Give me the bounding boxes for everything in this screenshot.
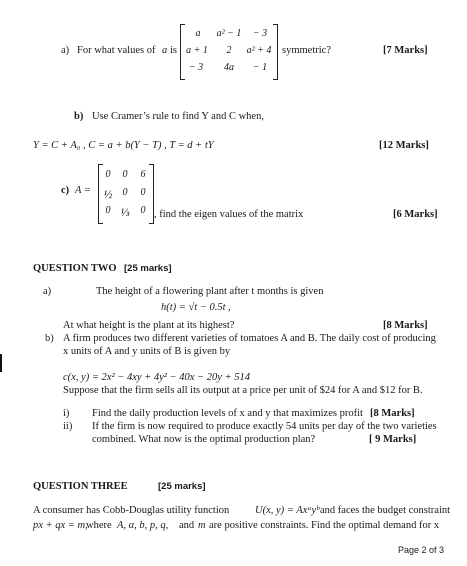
page-number: Page 2 of 3: [398, 545, 445, 555]
matrix-c-cell: 0: [105, 169, 111, 180]
margin-mark: [0, 354, 2, 372]
part-c-text: , find the eigen values of the matrix: [154, 209, 304, 220]
q2-ii-marks: [ 9 Marks]: [369, 434, 417, 445]
part-a-var: a: [162, 45, 168, 56]
q3-line1-a: A consumer has Cobb-Douglas utility function: [33, 505, 230, 516]
q3-marks-heading: [25 marks]: [158, 481, 206, 492]
matrix-c-cell: 0: [140, 187, 146, 198]
matrix-c-cell: 0: [140, 205, 146, 216]
q2-a-question: At what height is the plant at its highest?: [63, 320, 235, 331]
matrix-a-cell: − 3: [252, 28, 268, 39]
part-c-lhs: A =: [75, 185, 91, 196]
matrix-a-cell: − 1: [252, 62, 268, 73]
part-a-marks: [7 Marks]: [383, 45, 428, 56]
part-b-text: Use Cramer’s rule to find Y and C when,: [92, 111, 264, 122]
q2-ii-line2: combined. What now is the optimal production plan?: [92, 434, 316, 445]
matrix-a-cell: a² + 4: [246, 45, 272, 56]
part-b-marks: [12 Marks]: [379, 140, 429, 151]
q2-ii-label: ii): [63, 421, 73, 432]
q3-line1-formula: U(x, y) = Axᵃyᵇ: [255, 505, 320, 516]
matrix-c-cell: 0: [122, 169, 128, 180]
matrix-c: [98, 164, 154, 224]
matrix-a-cell: a: [195, 28, 201, 39]
q2-heading: QUESTION TWO: [33, 263, 117, 274]
matrix-c-cell: 0: [122, 187, 128, 198]
q2-marks-heading: [25 marks]: [124, 263, 172, 274]
part-a-prefix: For what values of: [77, 45, 156, 56]
q2-b-line1: A firm produces two different varieties of tomatoes A and B. The daily cost of producing: [63, 333, 436, 344]
matrix-a: [180, 24, 278, 80]
q2-a-text: The height of a flowering plant after t months is given: [96, 286, 324, 297]
q3-line2-c: are positive constraints. Find the optimal demand for x: [209, 520, 440, 531]
matrix-a-cell: − 3: [188, 62, 204, 73]
q2-a-formula: h(t) = √t − 0.5t ,: [161, 302, 231, 313]
q2-b-formula: c(x, y) = 2x² − 4xy + 4y² − 40x − 20y + 514: [63, 372, 250, 383]
matrix-c-cell: 0: [105, 205, 111, 216]
matrix-a-cell: a² − 1: [216, 28, 242, 39]
part-b-label: b): [74, 111, 84, 122]
q3-line2-vars: A, α, b, p, q,: [117, 520, 169, 531]
q3-line1-b: and faces the budget constraint: [320, 505, 451, 516]
matrix-a-cell: a + 1: [186, 45, 208, 56]
matrix-c-cell: 6: [140, 169, 146, 180]
q3-heading: QUESTION THREE: [33, 481, 128, 492]
part-b-equation: Y = C + A₀ , C = a + b(Y − T) , T = d + tY: [33, 140, 214, 151]
matrix-c-cell: ½: [103, 187, 113, 201]
q2-b-line2: x units of A and y units of B is given by: [63, 346, 231, 357]
q2-ii-line1: If the firm is now required to produce exactly 54 units per day of the two varieties: [92, 421, 437, 432]
matrix-c-cell: ⅓: [120, 205, 130, 219]
q2-b-label: b): [45, 333, 54, 344]
q3-line2-m: m: [198, 520, 206, 531]
part-a-label: a): [61, 45, 70, 56]
part-c-marks: [6 Marks]: [393, 209, 438, 220]
q2-a-label: a): [43, 286, 52, 297]
q2-i-text: Find the daily production levels of x and y that maximizes profit: [92, 408, 363, 419]
q2-b-line3: Suppose that the firm sells all its output at a price per unit of $24 for A and $12 for B.: [63, 385, 423, 396]
q3-line2-formula: px + qx = m,: [33, 520, 88, 531]
part-c-label: c): [61, 185, 70, 196]
part-a-suffix: symmetric?: [282, 45, 331, 56]
matrix-a-cell: 2: [226, 45, 232, 56]
q2-i-label: i): [63, 408, 70, 419]
q3-line2-a: where: [86, 520, 112, 531]
q2-a-marks: [8 Marks]: [383, 320, 428, 331]
part-a-is: is: [170, 45, 178, 56]
q2-i-marks: [8 Marks]: [370, 408, 415, 419]
q3-line2-b: and: [179, 520, 195, 531]
matrix-a-cell: 4a: [224, 62, 234, 73]
